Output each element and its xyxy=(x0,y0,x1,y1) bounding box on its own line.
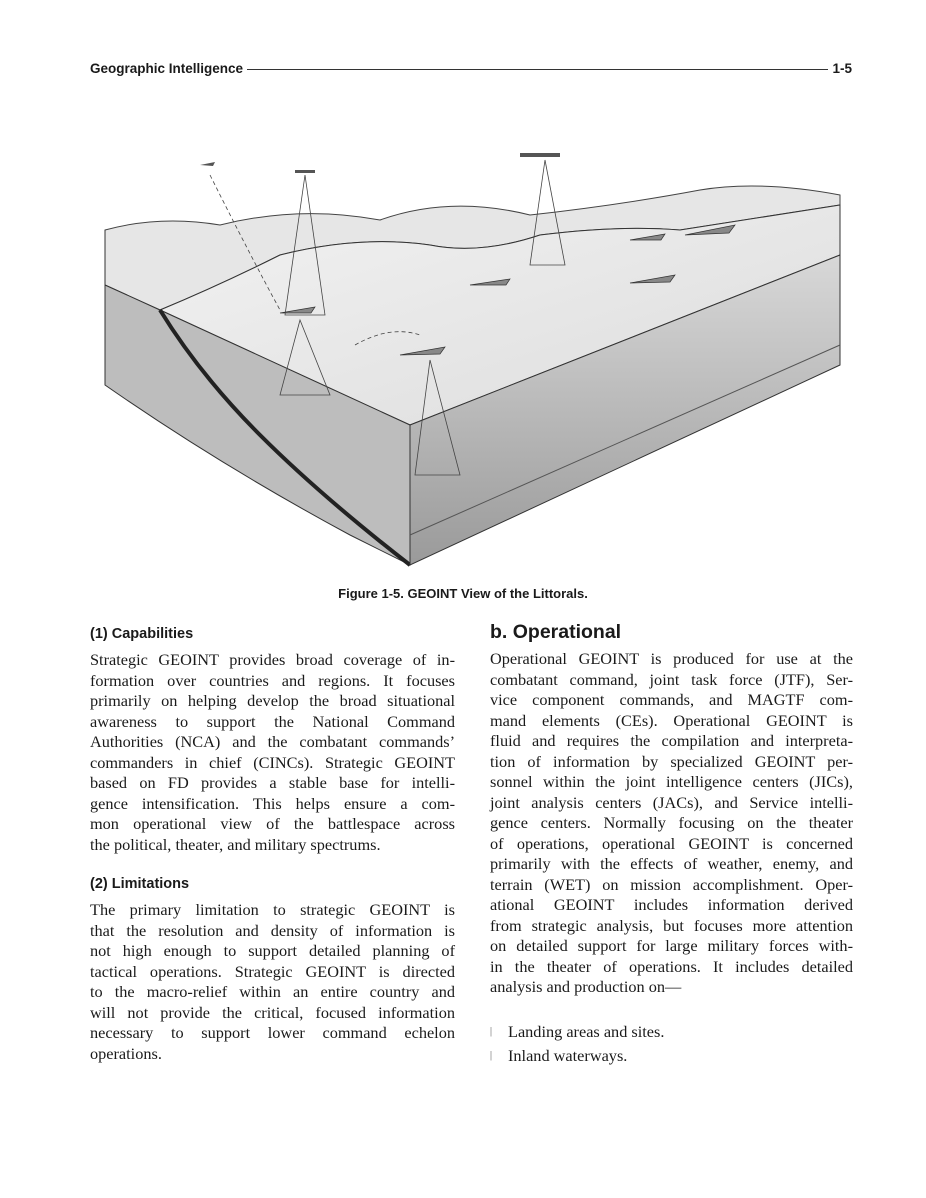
figure-caption: Figure 1-5. GEOINT View of the Littorals. xyxy=(338,586,588,601)
capabilities-paragraph xyxy=(90,650,455,855)
text-line: tion of information by specialized GEOINT per- xyxy=(490,751,853,771)
limitations-heading: (2) Limitations xyxy=(90,876,190,892)
text-line: on detailed support for large military forces with- xyxy=(490,936,853,955)
text-line: to the macro-relief within an entire country and xyxy=(90,982,455,1001)
text-line: Authorities (NCA) and the combatant commands’ xyxy=(90,732,455,751)
text-line: from strategic analysis, but focuses more attention xyxy=(490,915,853,935)
operational-bullet-list xyxy=(490,1020,664,1068)
text-line: the political, theater, and military spectrums. xyxy=(90,834,381,854)
littorals-illustration xyxy=(100,135,845,570)
text-line: will not provide the critical, focused information xyxy=(90,1002,455,1022)
bullet-text: Inland waterways. xyxy=(508,1046,628,1065)
text-line: based on FD provides a stable base for intelli- xyxy=(90,773,455,792)
text-line: vice component commands, and MAGTF com- xyxy=(490,690,853,709)
text-line: awareness to support the National Command xyxy=(90,711,455,731)
bullet-marker: | xyxy=(490,1026,493,1037)
text-line: sonnel within the joint intelligence centers (JICs), xyxy=(490,772,853,791)
page-number: 1-5 xyxy=(832,60,852,76)
operational-heading: b. Operational xyxy=(490,621,622,643)
bullet-text: Landing areas and sites. xyxy=(508,1022,665,1041)
text-line: fluid and requires the compilation and interpreta- xyxy=(490,731,853,750)
text-line: not high enough to support detailed planning of xyxy=(90,941,455,960)
header-title: Geographic Intelligence xyxy=(90,60,244,76)
text-line: of operations, operational GEOINT is concerned xyxy=(490,833,853,853)
text-line: necessary to support lower command echelon xyxy=(90,1023,455,1042)
text-line: Operational GEOINT is produced for use at the xyxy=(490,649,853,668)
list-item xyxy=(490,1044,664,1068)
text-line: gence intensification. This helps ensure a com- xyxy=(90,793,455,813)
text-line: The primary limitation to strategic GEOINT is xyxy=(90,900,455,919)
text-line: operations. xyxy=(90,1043,162,1063)
text-line: combatant command, joint task force (JTF), Ser- xyxy=(490,669,853,689)
text-line: gence centers. Normally focusing on the theater xyxy=(490,813,853,832)
text-line: primarily with the effects of weather, enemy, and xyxy=(490,854,853,873)
text-line: primarily on helping develop the broad situational xyxy=(90,691,455,710)
bullet-marker: | xyxy=(490,1050,493,1061)
text-line: Strategic GEOINT provides broad coverage of in- xyxy=(90,650,455,669)
header-rule xyxy=(247,69,828,70)
text-line: tactical operations. Strategic GEOINT is directed xyxy=(90,961,455,981)
text-line: analysis and production on— xyxy=(490,977,682,996)
text-line: mon operational view of the battlespace across xyxy=(90,814,455,833)
text-line: mand elements (CEs). Operational GEOINT is xyxy=(490,710,853,730)
text-line: joint analysis centers (JACs), and Service intelli- xyxy=(490,792,853,812)
capabilities-heading: (1) Capabilities xyxy=(90,626,194,642)
text-line: in the theater of operations. It includes detailed xyxy=(490,956,853,976)
text-line: commanders in chief (CINCs). Strategic GEOINT xyxy=(90,752,455,772)
limitations-paragraph xyxy=(90,900,455,1064)
text-line: terrain (WET) on mission accomplishment. Oper- xyxy=(490,874,853,894)
list-item xyxy=(490,1020,664,1044)
running-header xyxy=(90,58,852,78)
operational-paragraph xyxy=(490,649,853,998)
text-line: ational GEOINT includes information derived xyxy=(490,895,853,914)
text-line: that the resolution and density of information is xyxy=(90,920,455,940)
text-line: formation over countries and regions. It focuses xyxy=(90,670,455,690)
